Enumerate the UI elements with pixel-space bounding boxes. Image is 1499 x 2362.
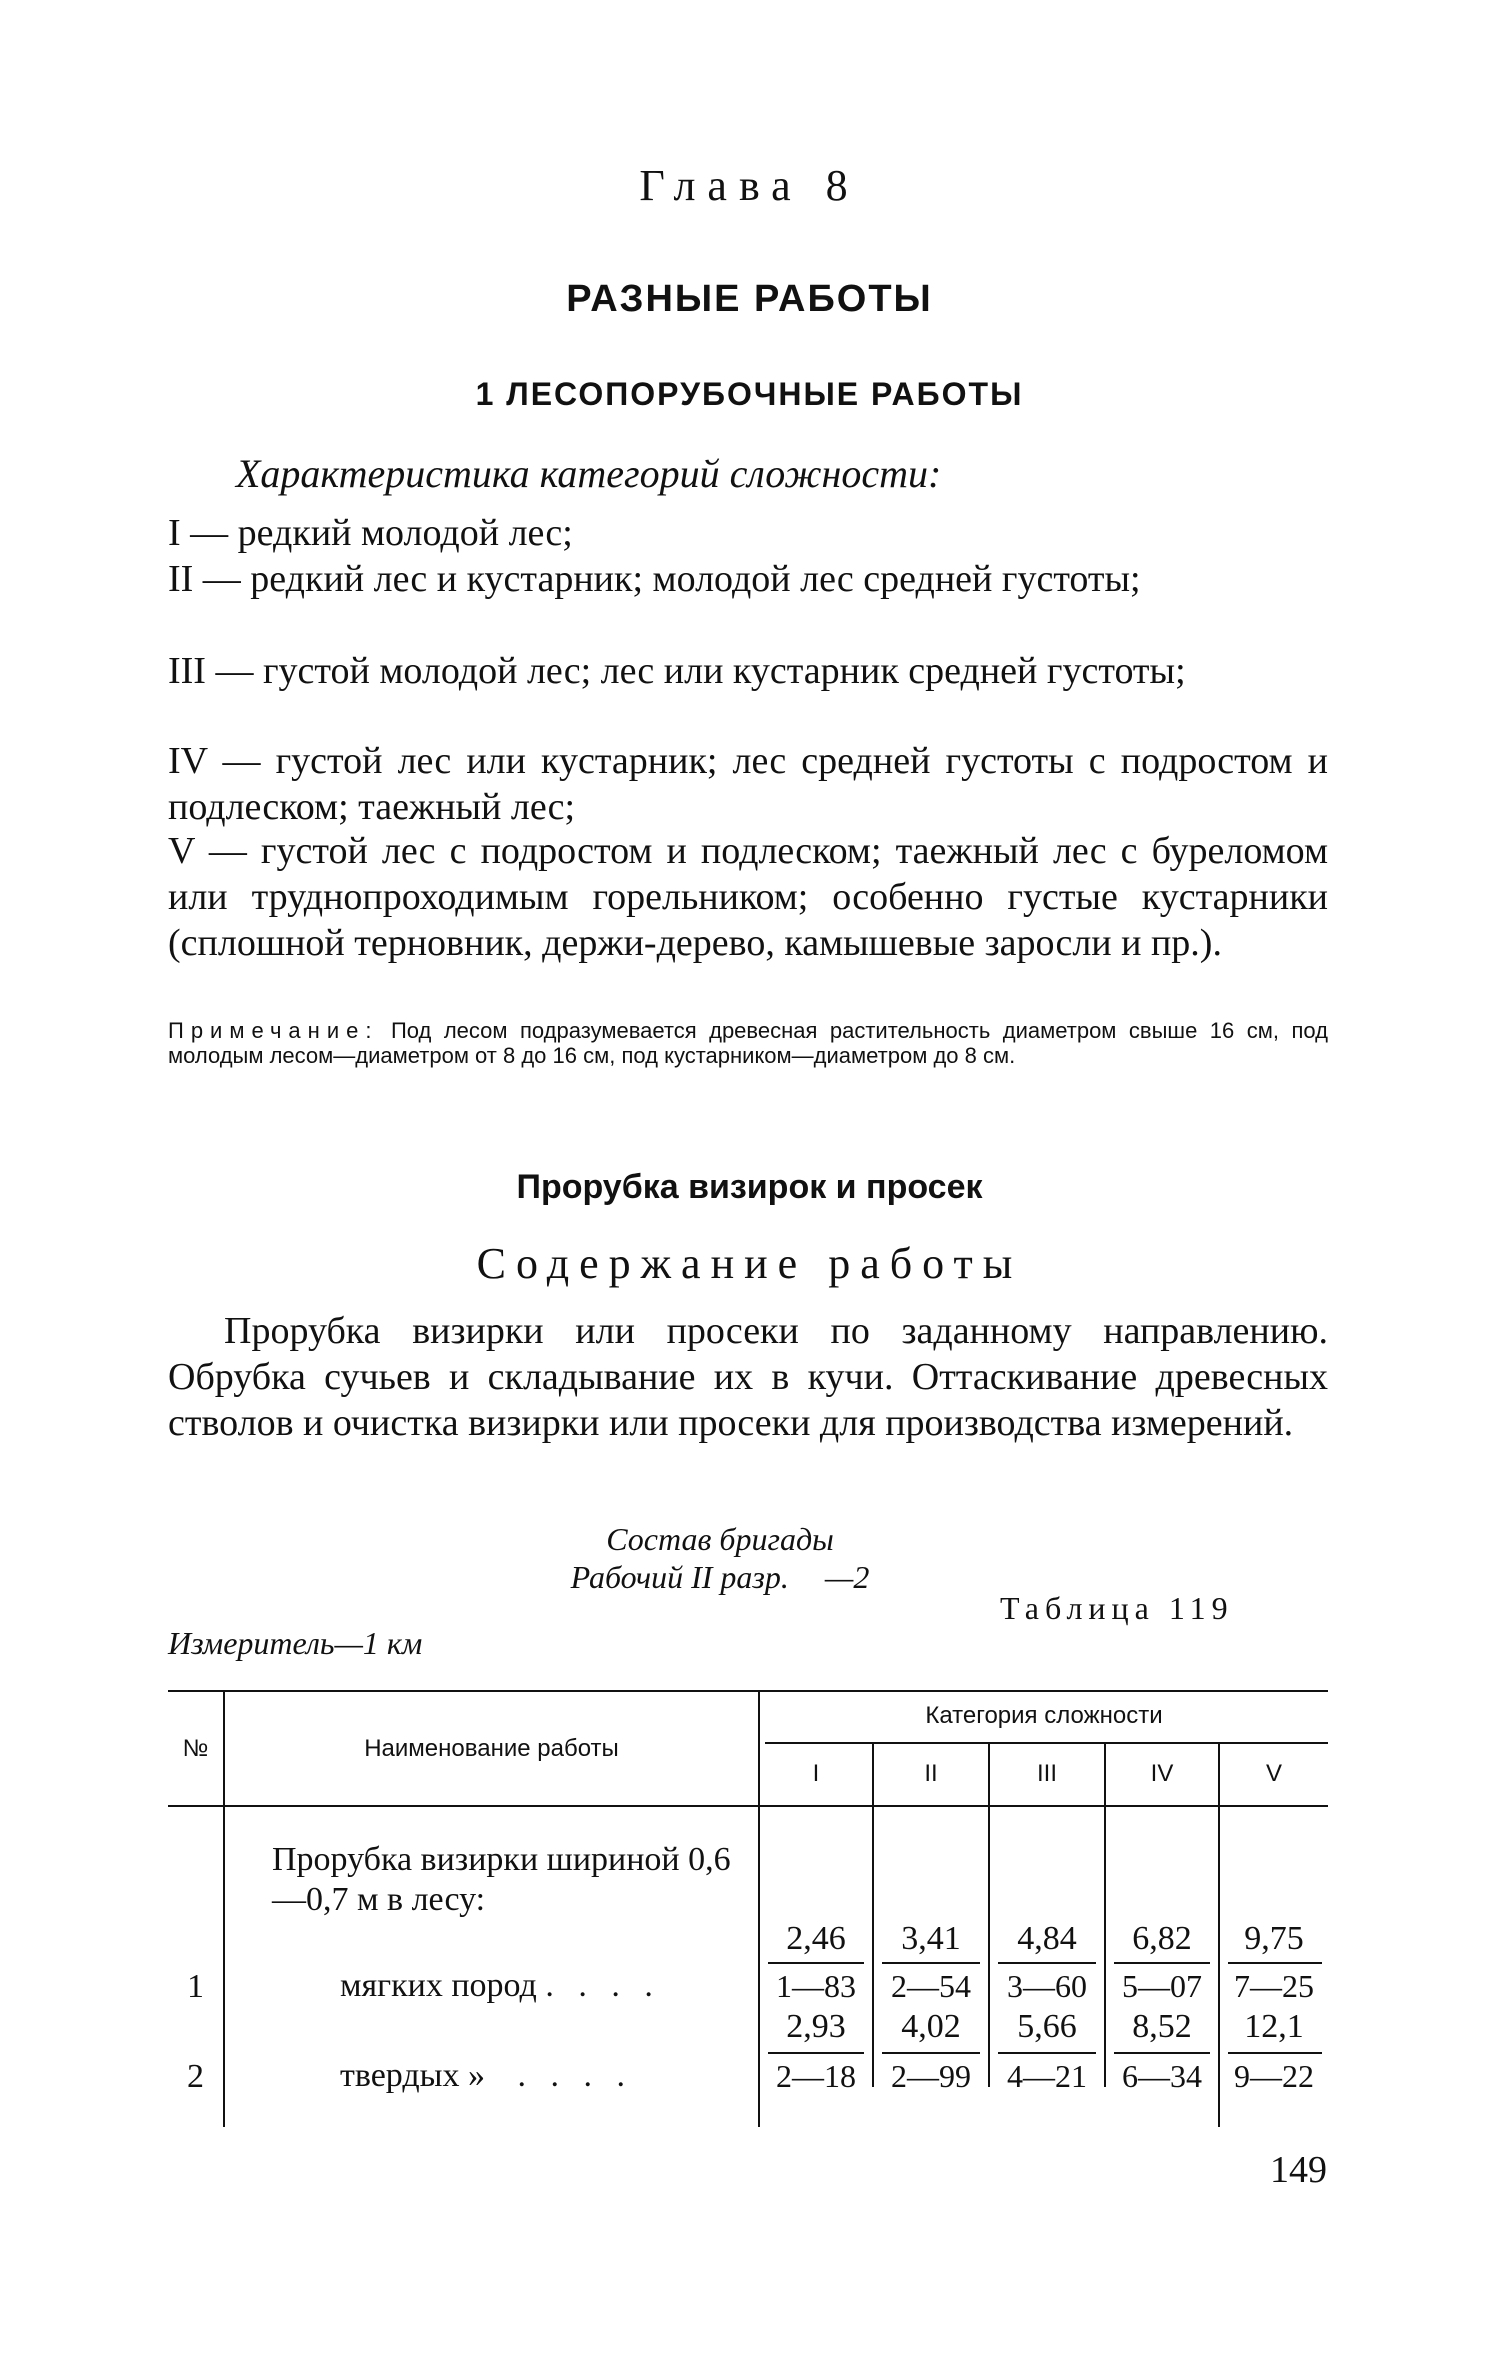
brigade-worker-count: —2 — [824, 1559, 870, 1595]
content-heading: Содержание работы — [476, 1239, 1023, 1288]
note-text: Под лесом подразумевается древесная растительность диаметром свыше 16 см, под молодым лесом—диаметром от 8 до 16 см, под кустарником—диаметром до 8 см. — [168, 1018, 1328, 1068]
col-header-category: Категория сложности — [925, 1702, 1163, 1729]
fraction-rule — [998, 1962, 1096, 1964]
rate-value: 6—34 — [1122, 2058, 1202, 2094]
row-number: 2 — [187, 2058, 204, 2095]
category-label: IV — [1150, 1760, 1174, 1787]
row-name — [340, 1966, 750, 2006]
chapter-heading: Глава 8 — [639, 161, 860, 210]
section-title: 1 ЛЕСОПОРУБОЧНЫЕ РАБОТЫ — [475, 376, 1024, 412]
row-name — [340, 2056, 750, 2096]
row-leader-dots: . . . . — [517, 2057, 633, 2094]
fraction-rule — [882, 1962, 980, 1964]
category-item: IV — густой лес или кустарник; лес средней густоты с подростом и подлеском; таежный лес; — [168, 740, 1328, 828]
rate-value: 4—21 — [1007, 2058, 1087, 2094]
page-number: 149 — [1270, 2149, 1327, 2191]
measure-unit: Измеритель—1 км — [168, 1625, 423, 1661]
rate-value: 3—60 — [1007, 1968, 1087, 2004]
row-group-label: Прорубка визирки шириной 0,6—0,7 м в лесу: — [272, 1841, 731, 1918]
norm-value: 2,46 — [786, 1920, 846, 1957]
brigade-worker — [480, 1558, 960, 1596]
rate-value: 7—25 — [1234, 1968, 1314, 2004]
col-divider — [223, 1807, 225, 2127]
category-label: III — [1036, 1760, 1057, 1787]
norm-value: 4,84 — [1017, 1920, 1077, 1957]
rate-value: 9—22 — [1234, 2058, 1314, 2094]
brigade-worker-rank: Рабочий II разр. — [570, 1559, 789, 1595]
rate-value: 5—07 — [1122, 1968, 1202, 2004]
row-name-text: мягких пород — [340, 1967, 537, 2004]
norm-value: 2,93 — [786, 2008, 846, 2045]
fraction-rule — [768, 1962, 864, 1964]
row-number: 1 — [187, 1968, 204, 2005]
category-item: III — густой молодой лес; лес или кустарник средней густоты; — [168, 650, 1186, 692]
norm-value: 4,02 — [901, 2008, 961, 2045]
table-number: Таблица 119 — [1000, 1590, 1234, 1626]
work-description: Прорубка визирки или просеки по заданному направлению. Обрубка сучьев и складывание их в кучи. Оттаскивание древесных стволов и очистка визирки или просеки для производства измерений. — [168, 1310, 1328, 1444]
norm-value: 6,82 — [1132, 1920, 1192, 1957]
rate-value: 2—99 — [891, 2058, 971, 2094]
category-label: V — [1265, 1760, 1282, 1787]
fraction-rule — [1114, 2052, 1210, 2054]
row-name-text: твердых » — [340, 2057, 485, 2094]
norm-value: 5,66 — [1017, 2008, 1077, 2045]
header-bottom-rule — [168, 1805, 1328, 1807]
norm-value: 12,1 — [1244, 2008, 1304, 2045]
row-leader-dots: . . . . — [545, 1967, 661, 2004]
fraction-rule — [1228, 1962, 1322, 1964]
fraction-rule — [1114, 1962, 1210, 1964]
note — [168, 1018, 1328, 1068]
category-item: I — редкий молодой лес; — [168, 512, 573, 554]
category-label: II — [924, 1760, 938, 1787]
table-top-rule — [168, 1690, 1328, 1692]
brigade-label: Состав бригады — [606, 1521, 834, 1557]
category-item: V — густой лес с подростом и подлеском; таежный лес с буреломом или труднопроходимым горельником; особенно густые кустарники (сплошной терновник, держи-дерево, камышевые заросли и пр.). — [168, 830, 1328, 964]
fraction-rule — [882, 2052, 980, 2054]
col-header-name: Наименование работы — [364, 1735, 619, 1762]
rate-value: 1—83 — [776, 1968, 856, 2004]
category-divider — [765, 1742, 1328, 1744]
fraction-rule — [998, 2052, 1096, 2054]
col-header-no: № — [182, 1735, 209, 1762]
norm-value: 3,41 — [901, 1920, 961, 1957]
note-label: Примечание: — [168, 1018, 379, 1043]
category-item: II — редкий лес и кустарник; молодой лес средней густоты; — [168, 558, 1141, 600]
rate-value: 2—54 — [891, 1968, 971, 2004]
norm-value: 8,52 — [1132, 2008, 1192, 2045]
fraction-rule — [1228, 2052, 1322, 2054]
fraction-rule — [768, 2052, 864, 2054]
rate-value: 2—18 — [776, 2058, 856, 2094]
part-title: РАЗНЫЕ РАБОТЫ — [566, 278, 933, 320]
subsection-title: Прорубка визирок и просек — [516, 1168, 983, 1206]
categories-heading: Характеристика категорий сложности: — [236, 451, 942, 496]
brigade-block — [480, 1520, 960, 1596]
norm-value: 9,75 — [1244, 1920, 1304, 1957]
category-label: I — [812, 1760, 820, 1787]
